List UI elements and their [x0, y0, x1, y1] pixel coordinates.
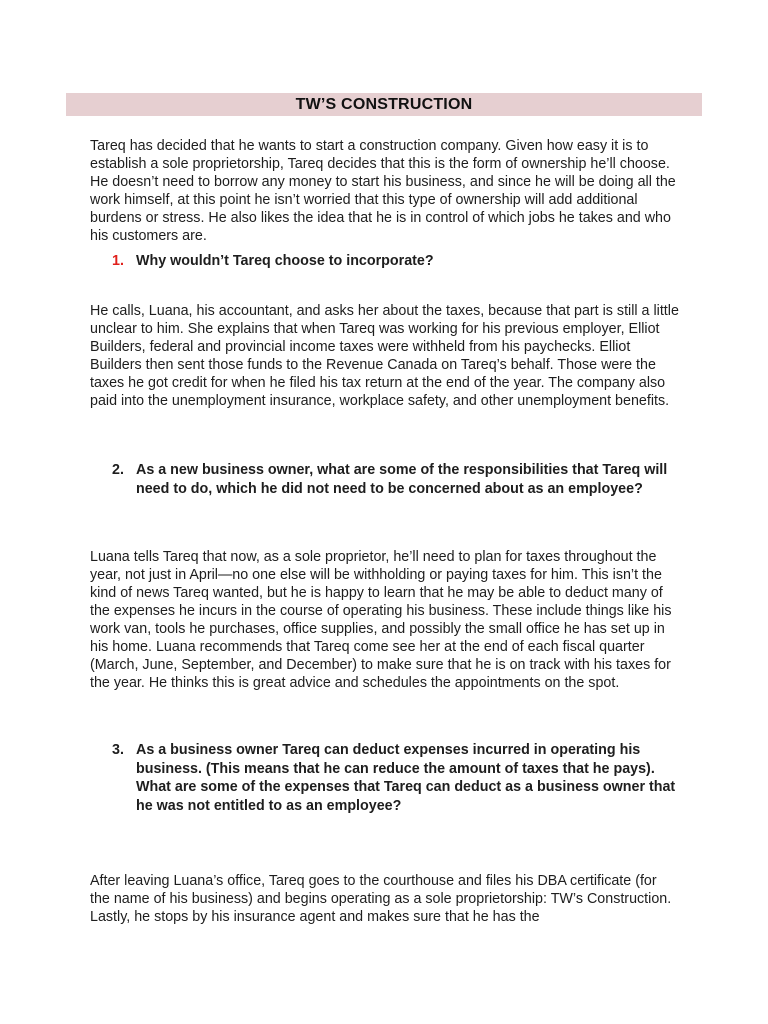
question-number: 2. [112, 462, 124, 478]
question-2 [112, 461, 682, 498]
question-text: As a new business owner, what are some of the responsibilities that Tareq will need to do, which he did not need to be concerned about as an employee? [136, 462, 668, 497]
paragraph-taxes: He calls, Luana, his accountant, and asks her about the taxes, because that part is still a little unclear to him. She explains that when Tareq was working for his previous employer, Elliot Builders, federal and provincial income taxes were withheld from his paychecks. Elliot Builders then sent those funds to the Revenue Canada on Tareq’s behalf. Those were the taxes he got credit for when he filed his tax return at the end of the year. The company also paid into the unemployment insurance, workplace safety, and other unemployment benefits. [90, 303, 679, 409]
paragraph-intro: Tareq has decided that he wants to start a construction company. Given how easy it is to establish a sole proprietorship, Tareq decides that this is the form of ownership he’ll choose. He doesn’t need to borrow any money to start his business, and since he will be doing all the work himself, at this point he isn’t worried that this type of ownership will add additional burdens or stress. He also likes the idea that he is in control of which jobs he takes and who his customers are. [90, 138, 676, 244]
title-banner [66, 93, 702, 116]
question-3 [112, 741, 682, 815]
paragraph-dba: After leaving Luana’s office, Tareq goes to the courthouse and files his DBA certificate (for the name of his business) and begins operating as a sole proprietorship: TW’s Construction. Lastly, he stops by his insurance agent and makes sure that he has the [90, 873, 672, 925]
question-text: As a business owner Tareq can deduct expenses incurred in operating his business. (This means that he can reduce the amount of taxes that he pays). What are some of the expenses that Tareq can deduct as a business owner that he was not entitled to as an employee? [136, 742, 676, 814]
paragraph-sole-proprietor: Luana tells Tareq that now, as a sole proprietor, he’ll need to plan for taxes throughout the year, not just in April—no one else will be withholding or paying taxes for him. This isn’t the kind of news Tareq wanted, but he is happy to learn that he may be able to deduct many of the expenses he incurs in the course of operating his business. These include things like his work van, tools he purchases, office supplies, and possibly the small office he has set up in his home. Luana recommends that Tareq come see her at the end of each fiscal quarter (March, June, September, and December) to make sure that he is on track with his taxes for the year. He thinks this is great advice and schedules the appointments on the spot. [90, 549, 672, 691]
question-number: 1. [112, 253, 124, 269]
question-number: 3. [112, 742, 124, 758]
question-1 [112, 252, 682, 271]
document-title: TW’S CONSTRUCTION [295, 95, 473, 113]
question-text: Why wouldn’t Tareq choose to incorporate? [136, 253, 434, 269]
